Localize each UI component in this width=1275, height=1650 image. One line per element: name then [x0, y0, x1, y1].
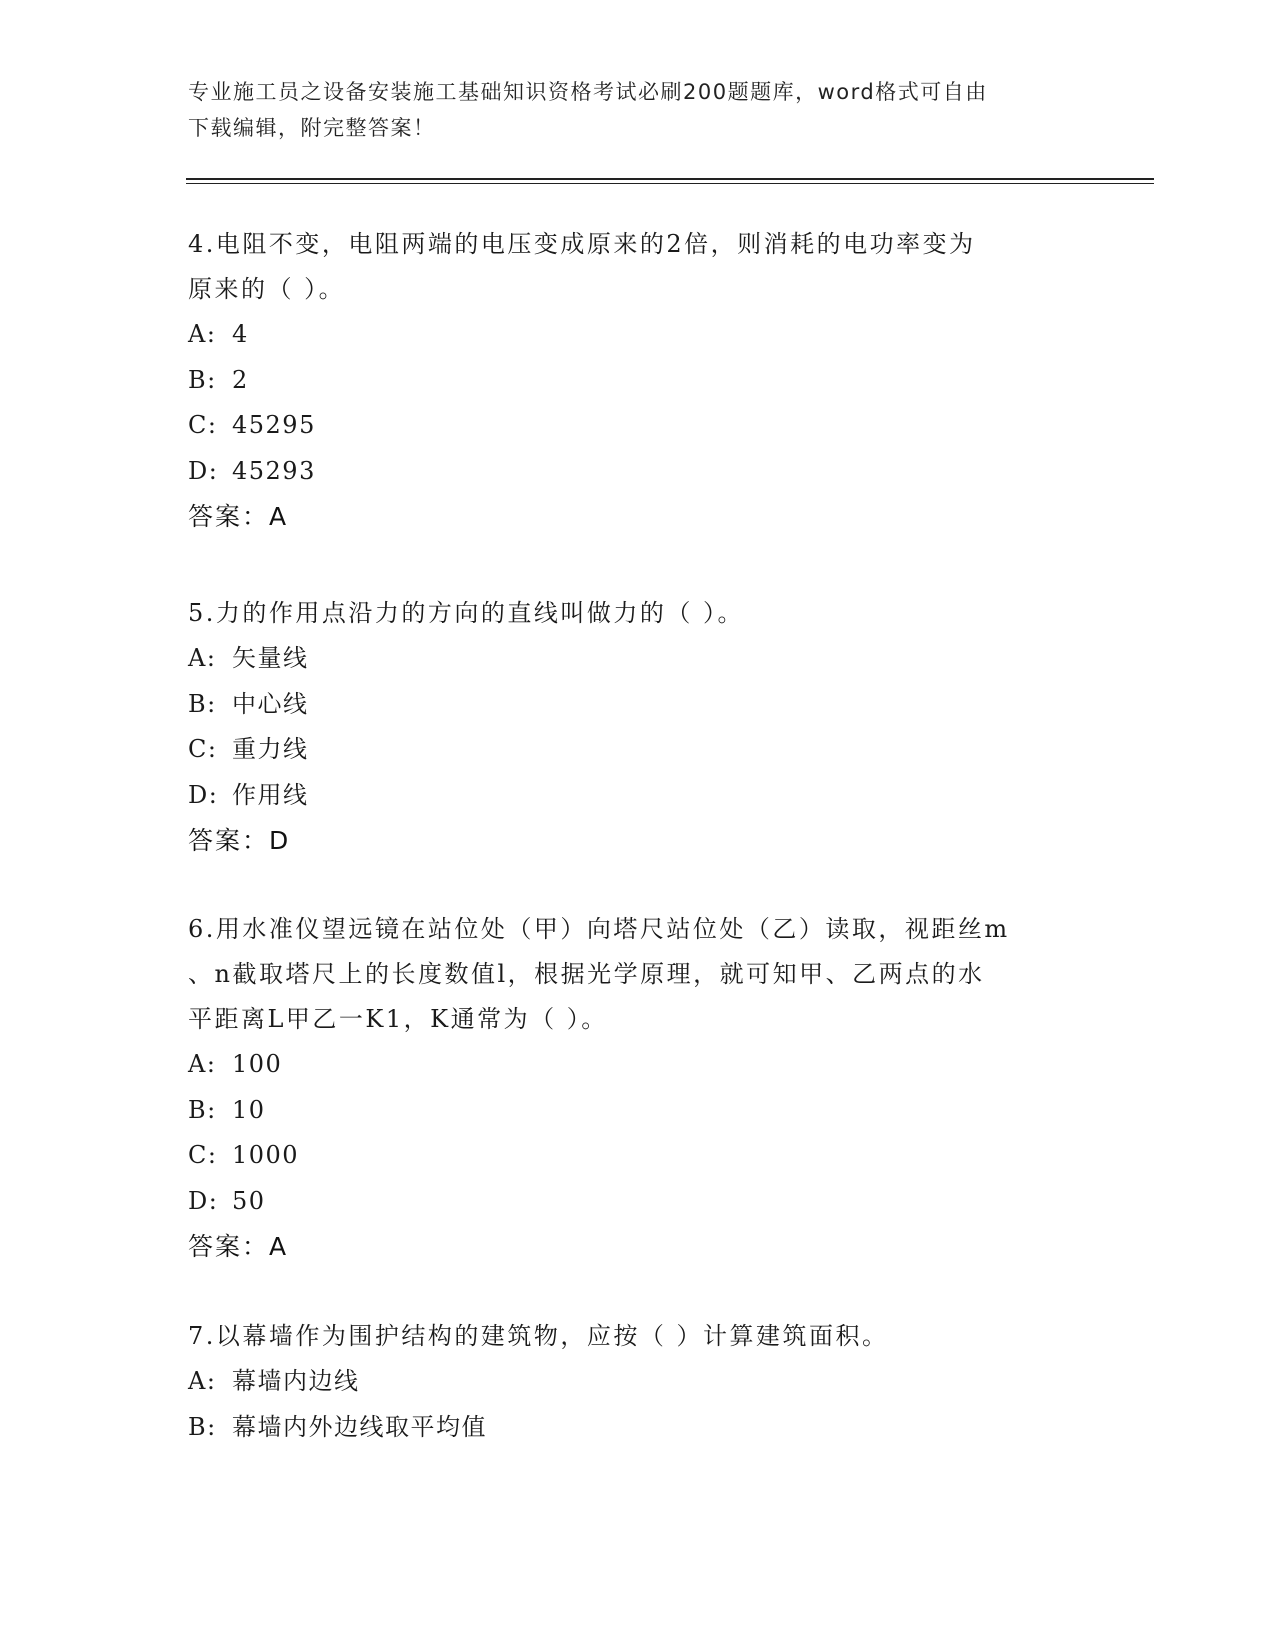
- option-label: D:: [188, 456, 219, 485]
- option-text: 50: [232, 1186, 266, 1215]
- question-5: [188, 591, 1088, 864]
- option-a: [188, 636, 1088, 682]
- option-text: 2: [232, 365, 249, 394]
- question-6: [188, 907, 1088, 1270]
- option-d: [188, 773, 1088, 819]
- option-label: B:: [188, 1412, 217, 1441]
- answer: 答案：A: [188, 1232, 289, 1261]
- option-text: 1000: [232, 1141, 300, 1169]
- option-label: D:: [188, 1186, 219, 1215]
- option-label: A:: [188, 1367, 217, 1395]
- option-label: C:: [188, 735, 218, 763]
- option-c: [188, 727, 1088, 773]
- question-text: [188, 222, 1088, 312]
- option-c: [188, 403, 1088, 449]
- option-text: 45295: [232, 411, 316, 439]
- question-text: [188, 1314, 1088, 1359]
- option-text: 10: [232, 1095, 266, 1124]
- question-text-line: 平距离L甲乙一K1，K通常为（ ）。: [188, 1005, 608, 1033]
- question-7: [188, 1314, 1088, 1450]
- question-text-line: 6.用水准仪望远镜在站位处（甲）向塔尺站位处（乙）读取，视距丝m: [188, 915, 1010, 943]
- option-text: 重力线: [232, 735, 309, 763]
- option-b: [188, 682, 1088, 728]
- question-text-line: 4.电阻不变，电阻两端的电压变成原来的2倍，则消耗的电功率变为: [188, 230, 976, 258]
- question-text: [188, 591, 1088, 636]
- option-label: C:: [188, 411, 218, 439]
- question-text: [188, 907, 1088, 1042]
- option-text: 幕墙内边线: [232, 1367, 360, 1395]
- option-d: [188, 449, 1088, 495]
- question-text-line: 原来的（ ）。: [188, 275, 346, 303]
- question-text-line: 5.力的作用点沿力的方向的直线叫做力的（ ）。: [188, 599, 745, 627]
- question-text-line: 7.以幕墙作为围护结构的建筑物，应按（ ）计算建筑面积。: [188, 1322, 889, 1350]
- option-c: [188, 1133, 1088, 1179]
- option-label: B:: [188, 1095, 217, 1124]
- option-label: C:: [188, 1141, 218, 1169]
- option-label: A:: [188, 320, 217, 348]
- question-text-line: 、n截取塔尺上的长度数值l，根据光学原理，就可知甲、乙两点的水: [188, 960, 985, 988]
- option-a: [188, 1359, 1088, 1405]
- option-text: 作用线: [232, 780, 309, 809]
- option-label: A:: [188, 644, 217, 672]
- option-b: [188, 358, 1088, 404]
- answer: 答案：D: [188, 826, 291, 855]
- option-text: 矢量线: [232, 644, 309, 672]
- option-text: 幕墙内外边线取平均值: [232, 1412, 487, 1441]
- option-b: [188, 1088, 1088, 1134]
- option-label: D:: [188, 780, 219, 809]
- answer: 答案：A: [188, 502, 289, 531]
- header-line-1: 专业施工员之设备安装施工基础知识资格考试必刷200题题库，word格式可自由: [188, 80, 988, 104]
- header-line-2: 下载编辑，附完整答案！: [188, 116, 436, 140]
- question-4: [188, 222, 1088, 540]
- option-d: [188, 1179, 1088, 1225]
- document-header: [188, 74, 1068, 146]
- option-text: 中心线: [232, 689, 309, 718]
- option-text: 45293: [232, 456, 316, 485]
- option-label: B:: [188, 365, 217, 394]
- option-b: [188, 1405, 1088, 1451]
- option-a: [188, 1042, 1088, 1088]
- option-label: A:: [188, 1050, 217, 1078]
- option-a: [188, 312, 1088, 358]
- header-divider: [186, 178, 1154, 180]
- option-text: 100: [232, 1050, 283, 1078]
- option-text: 4: [232, 320, 249, 348]
- header-divider-thin: [186, 183, 1154, 184]
- option-label: B:: [188, 689, 217, 718]
